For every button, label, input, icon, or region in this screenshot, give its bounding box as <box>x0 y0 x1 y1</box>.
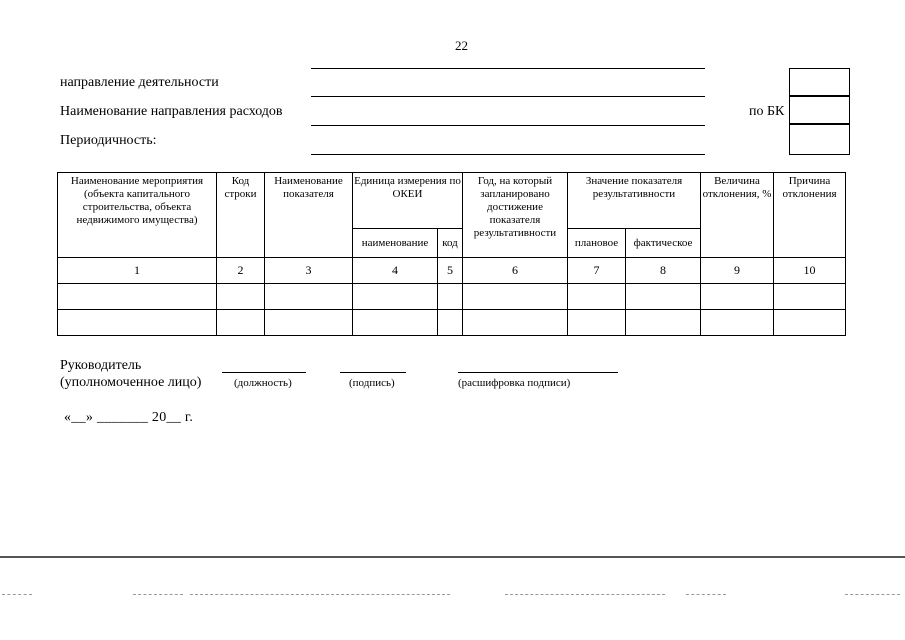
scan-mark <box>505 594 665 595</box>
bottom-rule <box>0 556 905 558</box>
table-cell <box>265 310 353 336</box>
table-row <box>58 310 846 336</box>
bk-label: по БК <box>749 104 785 119</box>
col-number: 2 <box>217 258 265 284</box>
scan-mark <box>686 594 726 595</box>
col-number: 10 <box>774 258 846 284</box>
position-line <box>222 372 306 373</box>
scan-mark <box>133 594 183 595</box>
head-planned: плановое <box>568 229 626 258</box>
table-row <box>58 284 846 310</box>
table-cell <box>568 310 626 336</box>
col-number: 6 <box>463 258 568 284</box>
position-caption: (должность) <box>234 377 292 389</box>
head-row-code: Код строки <box>217 173 265 258</box>
head-deviation-reason: Причина отклонения <box>774 173 846 258</box>
table-cell <box>58 284 217 310</box>
head-event-name: Наименование мероприятия (объекта капитального строительства, объекта недвижимого имущества) <box>58 173 217 258</box>
signature-caption: (подпись) <box>349 377 395 389</box>
head-unit-name: наименование <box>353 229 438 258</box>
performance-table <box>57 172 846 336</box>
code-box-1 <box>789 68 850 96</box>
page-number: 22 <box>455 38 468 53</box>
activity-direction-line <box>311 96 705 97</box>
col-number: 1 <box>58 258 217 284</box>
scan-mark <box>190 594 450 595</box>
table-cell <box>774 284 846 310</box>
table-cell <box>626 310 701 336</box>
head-unit-code: код <box>438 229 463 258</box>
head-label: Руководитель <box>60 358 142 373</box>
head-actual: фактическое <box>626 229 701 258</box>
table-cell <box>701 310 774 336</box>
table-cell <box>626 284 701 310</box>
col-number: 7 <box>568 258 626 284</box>
table-cell <box>353 284 438 310</box>
scan-mark <box>2 594 32 595</box>
scan-mark <box>845 594 900 595</box>
table-cell <box>774 310 846 336</box>
code-box-2 <box>789 96 850 124</box>
table-cell <box>353 310 438 336</box>
head-indicator-name: Наименование показателя <box>265 173 353 258</box>
head-okei-unit: Единица измерения по ОКЕИ <box>353 173 463 229</box>
activity-direction-top-line <box>311 68 705 69</box>
head-indicator-value: Значение показателя результативности <box>568 173 701 229</box>
table-cell <box>568 284 626 310</box>
table-cell <box>217 310 265 336</box>
table-cell <box>463 310 568 336</box>
head-target-year: Год, на который запланировано достижение показателя результативности <box>463 173 568 258</box>
table-cell <box>701 284 774 310</box>
periodicity-line <box>311 154 705 155</box>
authorized-person-label: (уполномоченное лицо) <box>60 375 202 390</box>
periodicity-label: Периодичность: <box>60 133 157 148</box>
table-cell <box>265 284 353 310</box>
decoding-line <box>458 372 618 373</box>
col-number: 3 <box>265 258 353 284</box>
head-deviation: Величина отклонения, % <box>701 173 774 258</box>
decoding-caption: (расшифровка подписи) <box>458 377 571 389</box>
date-line: «__» _______ 20__ г. <box>64 410 194 425</box>
table-cell <box>438 310 463 336</box>
table-cell <box>463 284 568 310</box>
signature-line <box>340 372 406 373</box>
expense-direction-line <box>311 125 705 126</box>
table-cell <box>438 284 463 310</box>
col-number: 4 <box>353 258 438 284</box>
col-number: 8 <box>626 258 701 284</box>
code-box-3 <box>789 124 850 155</box>
col-number: 9 <box>701 258 774 284</box>
expense-direction-label: Наименование направления расходов <box>60 104 283 119</box>
table-cell <box>217 284 265 310</box>
table-cell <box>58 310 217 336</box>
col-number: 5 <box>438 258 463 284</box>
activity-direction-label: направление деятельности <box>60 75 219 90</box>
